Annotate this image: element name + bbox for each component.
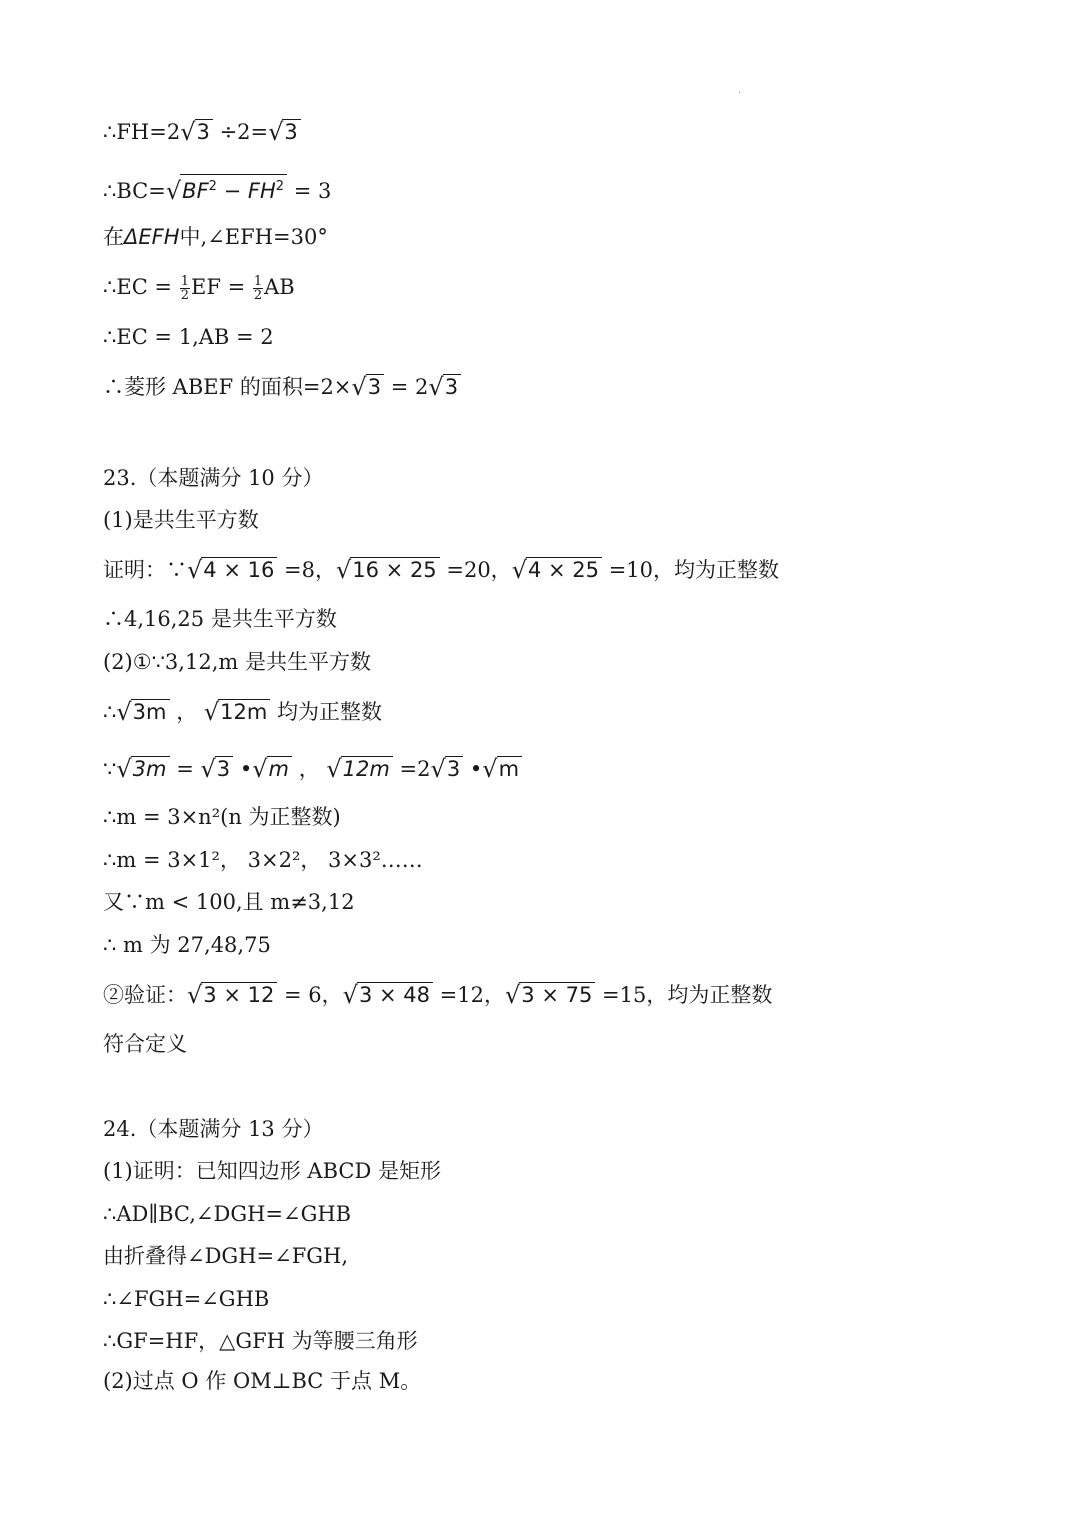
sqrt-12m: √12m xyxy=(204,697,270,727)
text: ∴ m 为 27,48,75 xyxy=(103,933,271,957)
line-roots-integer xyxy=(103,697,382,727)
text: =8， xyxy=(284,558,336,582)
text: ∴AD∥BC,∠DGH=∠GHB xyxy=(103,1202,352,1226)
text: ∴GF=HF，△GFH 为等腰三角形 xyxy=(103,1329,418,1353)
radicand: m xyxy=(267,756,292,781)
sqrt-3: √3 xyxy=(351,372,384,402)
line-fh xyxy=(103,117,301,147)
text: 又∵m < 100,且 m≠3,12 xyxy=(103,890,355,914)
sqrt-3: √3 xyxy=(268,117,301,147)
radicand: 4 × 16 xyxy=(201,557,277,582)
radicand: 3m xyxy=(131,699,170,724)
exp: 2 xyxy=(208,179,217,194)
sqrt-m: √m xyxy=(482,754,522,784)
radicand: 3 × 12 xyxy=(201,982,277,1007)
denominator: 2 xyxy=(180,288,189,303)
text: ， xyxy=(298,757,320,781)
text: ∴ xyxy=(103,700,117,724)
text: ∵ xyxy=(103,757,117,781)
line-fold xyxy=(103,1241,348,1271)
line-bc xyxy=(103,174,331,206)
text: 符合定义 xyxy=(103,1032,187,1056)
radicand: 12m xyxy=(218,699,270,724)
text: 中,∠EFH=30° xyxy=(179,225,328,249)
text: ÷2= xyxy=(219,120,269,144)
text: 均为正整数 xyxy=(277,700,383,724)
radicand: 3 xyxy=(215,756,233,781)
sqrt-4x25: √4 × 25 xyxy=(512,555,602,585)
sqrt-3m: √3m xyxy=(116,697,169,727)
radicand: 3 × 75 xyxy=(519,982,595,1007)
text: AB xyxy=(264,275,295,299)
text: ， xyxy=(176,700,198,724)
line-m-result xyxy=(103,930,271,960)
text: = 2 xyxy=(390,375,429,399)
text: 23.（本题满分 10 分） xyxy=(103,466,324,490)
fraction-half xyxy=(180,275,190,302)
sqrt-3x75: √3 × 75 xyxy=(505,980,595,1010)
sqrt-m: √m xyxy=(252,754,292,784)
text: ∴m = 3×n²(n 为正整数) xyxy=(103,805,341,829)
sqrt-3: √3 xyxy=(428,372,461,402)
line-fits-definition xyxy=(103,1029,187,1059)
line-24-1 xyxy=(103,1156,441,1186)
text: ∴BC= xyxy=(103,179,166,203)
radicand: 16 × 25 xyxy=(350,557,439,582)
text: EF = xyxy=(191,275,246,299)
text: (1)证明：已知四边形 ABCD 是矩形 xyxy=(103,1159,441,1183)
radicand: 3 xyxy=(445,756,463,781)
text: (2)①∵3,12,m 是共生平方数 xyxy=(103,650,371,674)
var-bf: BF xyxy=(182,179,209,203)
radicand: 3 xyxy=(195,119,213,144)
text: = xyxy=(176,757,194,781)
sqrt-3x12: √3 × 12 xyxy=(187,980,277,1010)
text: ∴EC = 1,AB = 2 xyxy=(103,325,274,349)
sqrt-3: √3 xyxy=(180,117,213,147)
exp: 2 xyxy=(275,179,285,194)
text: ∴FH=2 xyxy=(103,120,181,144)
fraction-half xyxy=(253,275,263,302)
triangle-name: ΔEFH xyxy=(124,225,180,249)
text: 24.（本题满分 13 分） xyxy=(103,1117,324,1141)
text: • xyxy=(239,757,253,781)
text: ∴EC = xyxy=(103,275,173,299)
text: 由折叠得∠DGH=∠FGH, xyxy=(103,1244,349,1268)
sqrt-4x16: √4 × 16 xyxy=(187,555,277,585)
line-verify xyxy=(103,980,772,1010)
text: =15，均为正整数 xyxy=(602,983,773,1007)
radicand: 3 × 48 xyxy=(357,982,433,1007)
minus: − xyxy=(216,179,248,203)
var-fh: FH xyxy=(247,179,276,203)
line-roots-expand xyxy=(103,754,522,784)
question-23-heading xyxy=(103,463,323,493)
radicand: m xyxy=(497,756,522,781)
text: =12， xyxy=(439,983,505,1007)
radicand: 3m xyxy=(131,756,170,781)
sqrt-bf-fh: $√BF^2 - FH^2$ xyxy=(166,174,287,206)
line-rhombus-area xyxy=(103,372,461,402)
text: ∴菱形 ABEF 的面积=2× xyxy=(103,375,352,399)
text: =10，均为正整数 xyxy=(608,558,780,582)
text: = 6， xyxy=(284,983,343,1007)
line-ec-ab xyxy=(103,322,274,352)
sqrt-3x48: √3 × 48 xyxy=(343,980,433,1010)
scan-speck xyxy=(739,92,740,93)
text: 在 xyxy=(103,225,124,249)
text: =20， xyxy=(446,558,512,582)
sqrt-3m: √3m xyxy=(116,754,169,784)
text: = 3 xyxy=(293,179,332,203)
line-23-1 xyxy=(103,505,259,535)
numerator: 1 xyxy=(253,274,263,289)
numerator: 1 xyxy=(180,274,189,289)
text: (1)是共生平方数 xyxy=(103,508,259,532)
line-m-form xyxy=(103,802,341,832)
sqrt-16x25: √16 × 25 xyxy=(336,555,440,585)
line-ec-half xyxy=(103,272,295,302)
line-m-values xyxy=(103,845,423,875)
line-24-2 xyxy=(103,1366,421,1396)
text: ∴m = 3×1²， 3×2²， 3×3²…… xyxy=(103,848,423,872)
text: ∴4,16,25 是共生平方数 xyxy=(103,607,337,631)
line-angles-equal xyxy=(103,1284,269,1314)
denominator: 2 xyxy=(253,288,263,303)
sqrt-3: √3 xyxy=(431,754,464,784)
radicand: 3 xyxy=(282,119,300,144)
line-23-2 xyxy=(103,647,371,677)
text: =2 xyxy=(399,757,431,781)
text: ②验证： xyxy=(103,983,187,1007)
radicand: 4 × 25 xyxy=(526,557,602,582)
radicand: 3 xyxy=(443,374,461,399)
sqrt-3: √3 xyxy=(200,754,233,784)
line-triangle-efh xyxy=(103,222,328,252)
question-24-heading xyxy=(103,1114,323,1144)
line-parallel xyxy=(103,1199,351,1229)
text: • xyxy=(469,757,483,781)
text: 证明：∵ xyxy=(103,558,187,582)
text: (2)过点 O 作 OM⊥BC 于点 M。 xyxy=(103,1369,422,1393)
line-isosceles xyxy=(103,1326,418,1356)
line-proof-roots xyxy=(103,555,779,585)
radicand: 3 xyxy=(366,374,384,399)
radicand: 12m xyxy=(341,756,393,781)
line-m-range xyxy=(103,887,355,917)
line-conclusion-1 xyxy=(103,604,337,634)
sqrt-12m: √12m xyxy=(326,754,392,784)
text: ∴∠FGH=∠GHB xyxy=(103,1287,270,1311)
